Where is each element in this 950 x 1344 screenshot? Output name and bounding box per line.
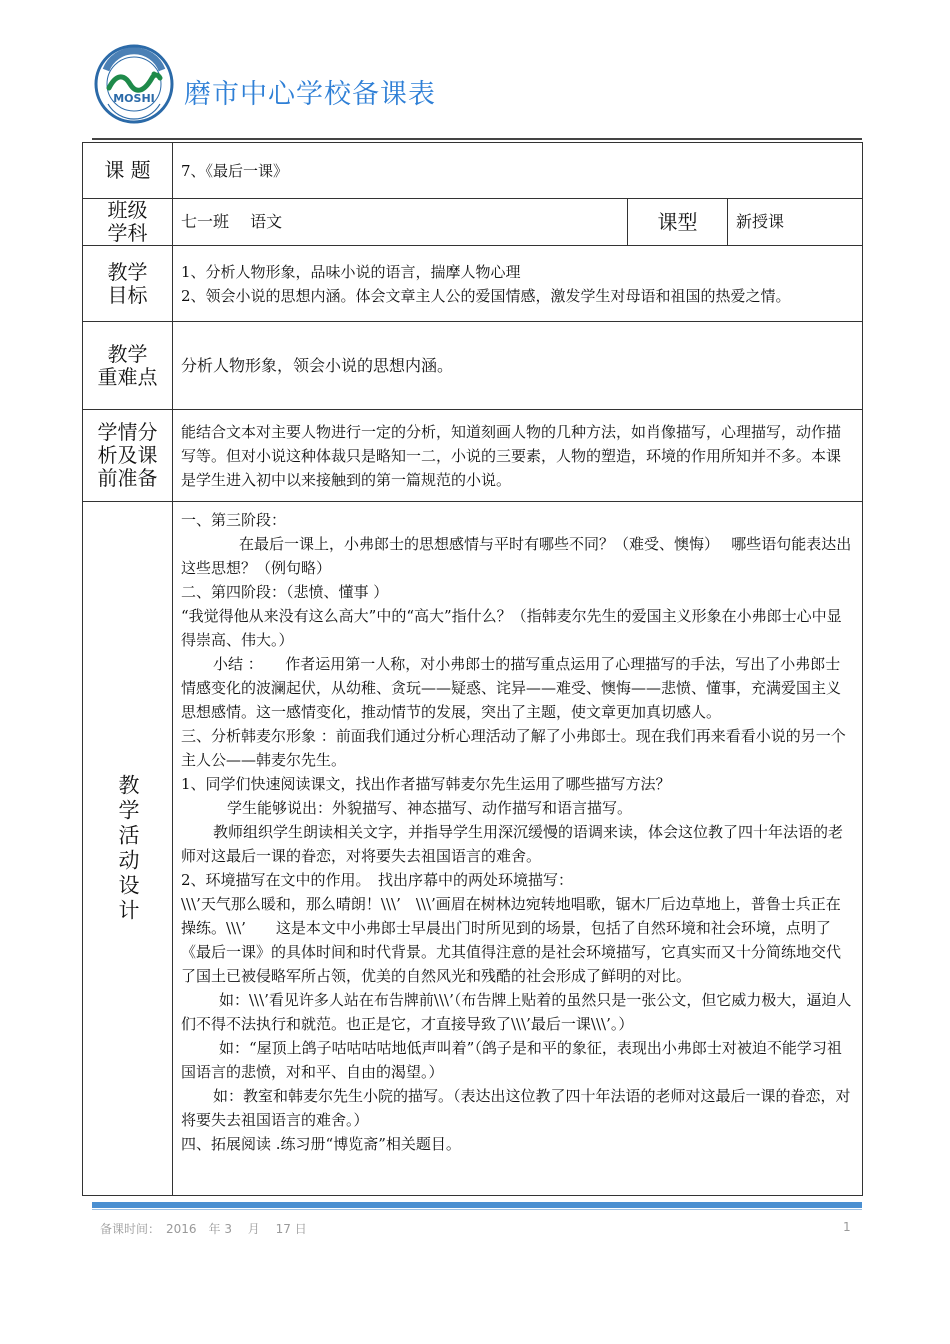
activity-paragraph: 教师组织学生朗读相关文字，并指导学生用深沉缓慢的语调来读，体会这位教了四十年法语的老师对这最后一课的眷恋，对将要失去祖国语言的难舍。 [181,823,844,865]
lesson-plan-table [82,142,863,1196]
activity-paragraph: \\\’天气那么暖和，那么晴朗！\\\’ \\\’画眉在树林边宛转地唱歌，锯木厂后边草地上，普鲁士兵正在操练。\\\’ 这是本文中小弗郎士早晨出门时所见到的场景，包括了自然环境和社会环境，点明了《最后一课》的具体时间和时代背景。尤其值得注意的是社会环境描写，它真实而又十分简练地交代了国土已被侵略军所占领，优美的自然风光和残酷的社会形成了鲜明的对比。 [181,895,842,985]
class-label [83,199,173,246]
activity-paragraph: 小结 ： 作者运用第一人称，对小弗郎士的描写重点运用了心理描写的手法，写出了小弗郎士情感变化的波澜起伏，从幼稚、贪玩——疑惑、诧异——难受、懊悔——悲愤、懂事，充满爱国主义思想感情。这一感情变化，推动情节的发展，突出了主题，使文章更加真切感人。 [181,655,842,721]
activity-paragraph: 二、第四阶段：（悲愤、懂事 ） [181,583,389,601]
goals-label-line-2: 目标 [107,282,148,307]
activity-label: 教学活动设计 [116,773,140,924]
activity-paragraph: 三、分析韩麦尔形象 ：前面我们通过分析心理活动了解了小弗郎士。现在我们再来看看小说的另一个主人公——韩麦尔先生。 [181,727,846,769]
activity-value [173,502,863,1196]
page-number: 1 [843,1220,851,1234]
activity-label-cell [83,502,173,1196]
svg-text:MOSHI: MOSHI [113,92,155,105]
activity-paragraph: 一、第三阶段： [181,511,287,529]
class-label-line-1: 班级 [107,198,148,222]
activity-paragraph: 2、环境描写在文中的作用。 找出序幕中的两处环境描写： [181,871,574,889]
key-label [83,322,173,410]
activity-paragraph: 学生能够说出：外貌描写、神态描写、动作描写和语言描写。 [227,799,633,817]
goals-value [173,246,863,322]
activity-paragraph: 如：教室和韩麦尔先生小院的描写。（表达出这位教了四十年法语的老师对这最后一课的眷恋，对将要失去祖国语言的难舍。） [181,1087,851,1129]
key-label-line-2: 重难点 [97,364,158,389]
class-value: 七一班 语文 [173,199,628,246]
row-activity [83,502,863,1196]
header-divider [92,138,862,140]
prep-date: 备课时间： 2016 年 3 月 17 日 [100,1222,307,1236]
goal-item: 1、分析人物形象，品味小说的语言，揣摩人物心理 [181,262,521,281]
prep-label [83,410,173,502]
activity-paragraph: 如：\\\’看见许多人站在布告牌前\\\’（布告牌上贴着的虽然只是一张公文，但它威力极大，逼迫人们不得不法执行和就范。也正是它，才直接导致了\\\’最后一课\\\’。） [181,991,852,1033]
key-label-line-1: 教学 [107,341,148,366]
school-logo [94,44,174,124]
goal-item: 2、领会小说的思想内涵。体会文章主人公的爱国情感，激发学生对母语和祖国的热爱之情。 [181,286,791,305]
footer-divider [92,1202,862,1208]
goals-label [83,246,173,322]
row-prep [83,410,863,502]
goals-label-line-1: 教学 [107,259,148,284]
activity-paragraph: 如：“屋顶上鸽子咕咕咕咕地低声叫着”（鸽子是和平的象征，表现出小弗郎士对被迫不能学习祖国语言的悲愤，对和平、自由的渴望。） [181,1039,842,1081]
activity-paragraph: 1、同学们快速阅读课文，找出作者描写韩麦尔先生运用了哪些描写方法？ [181,775,671,793]
school-name: 磨市中心学校备课表 [184,79,436,110]
activity-paragraph: “我觉得他从来没有这么高大”中的“高大”指什么？（指韩麦尔先生的爱国主义形象在小弗郎士心中显得崇高、伟大。） [181,607,842,649]
activity-paragraph: 四、拓展阅读 .练习册“博览斋”相关题目。 [181,1135,461,1153]
topic-label: 课 题 [83,143,173,199]
prep-label-line-1: 学情分 [97,420,158,444]
activity-paragraph: 在最后一课上，小弗郎士的思想感情与平时有哪些不同？（难受、懊悔） 哪些语句能表达出这些思想？（例句略） [181,535,852,577]
row-class [83,199,863,246]
class-label-line-2: 学科 [107,221,148,245]
key-value: 分析人物形象，领会小说的思想内涵。 [173,322,863,410]
prep-value: 能结合文本对主要人物进行一定的分析，知道刻画人物的几种方法，如肖像描写，心理描写，动作描写等。但对小说这种体裁只是略知一二，小说的三要素，人物的塑造，环境的作用所知并不多。本课是学生进入初中以来接触到的第一篇规范的小说。 [173,410,863,502]
prep-label-line-3: 前准备 [97,466,158,490]
row-key-points [83,322,863,410]
row-goals [83,246,863,322]
page-header [0,0,950,142]
prep-label-line-2: 析及课 [97,443,158,467]
topic-value: 7、《最后一课》 [173,143,863,199]
row-topic [83,143,863,199]
type-label: 课型 [628,199,728,246]
type-value: 新授课 [728,199,863,246]
